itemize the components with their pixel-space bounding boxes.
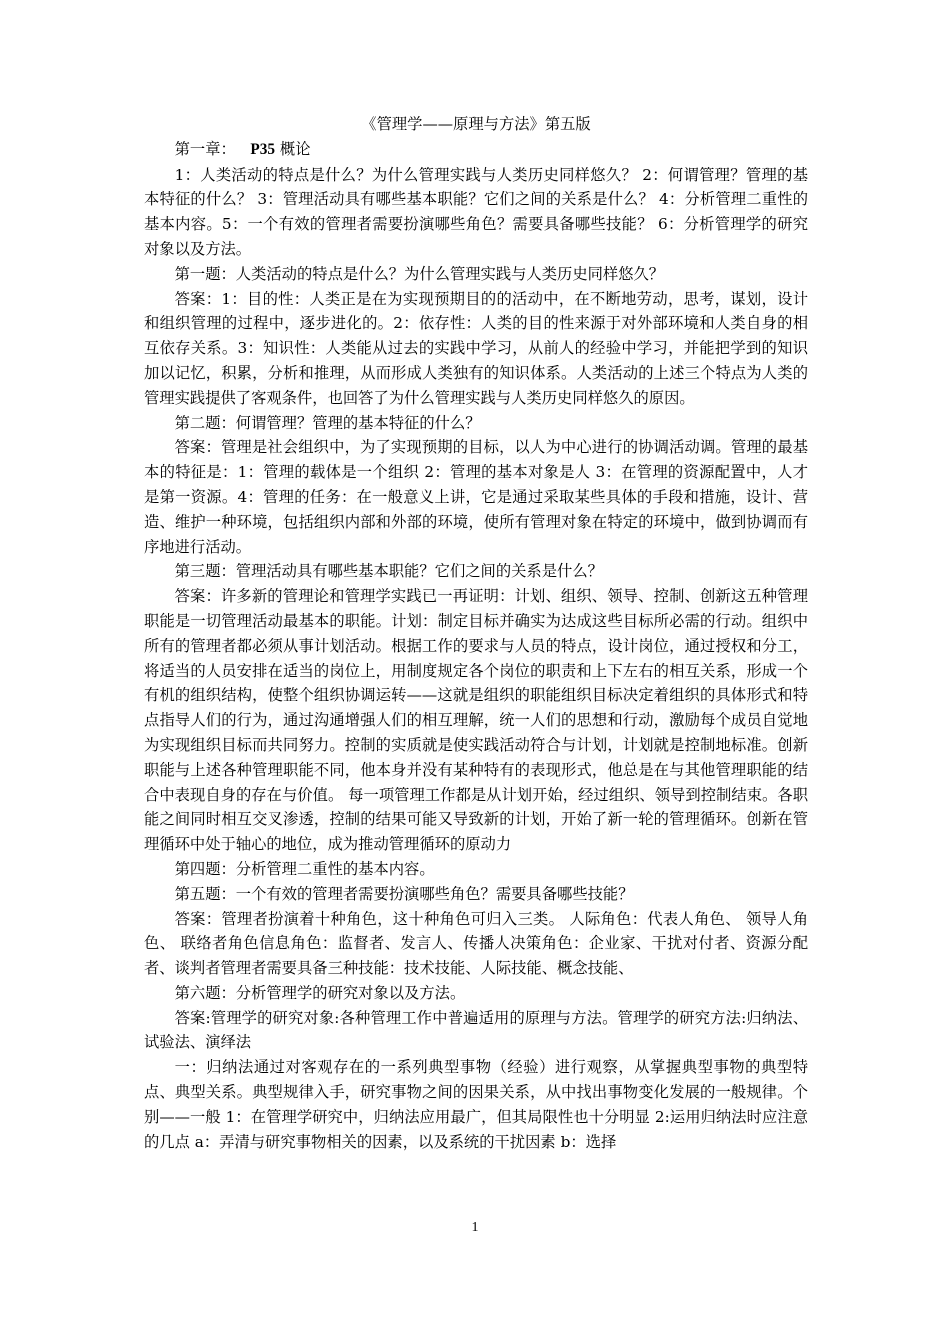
question-heading: 第四题：分析管理二重性的基本内容。 <box>174 859 435 878</box>
document-title: 《管理学——原理与方法》第五版 <box>361 115 591 133</box>
answer-paragraph: 答案：许多新的管理论和管理学实践已一再证明：计划、组织、领导、控制、创新这五种管理职能是一切管理活动最基本的职能。计划：制定目标并确实为达成这些目标所必需的行动。组织中所有的管理者都必须从事计划活动。根据工作的要求与人员的特点，设计岗位，通过授权和分工，将适当的人员安排在适当的岗位上，用制度规定各个岗位的职责和上下左右的相互关系，形成一个有机的组织结构，使整个组织协调运转——这就是组织的职能组织目标决定着组织的具体形式和特点指导人们的行为，通过沟通增强人们的相互理解，统一人们的思想和行动，激励每个成员自觉地为实现组织目标而共同努力。控制的实质就是使实践活动符合与计划，计划就是控制地标准。创新职能与上述各种管理职能不同，他本身并没有某种特有的表现形式，他总是在与其他管理职能的结合中表现自身的存在与价值。 每一项管理工作都是从计划开始，经过组织、领导到控制结束。各职能之间同时相互交叉渗透，控制的结果可能又导致新的计划，开始了新一轮的管理循环。创新在管理循环中处于轴心的地位，成为推动管理循环的原动力 <box>144 587 808 854</box>
paragraph: 1：人类活动的特点是什么？为什么管理实践与人类历史同样悠久？ 2：何谓管理？管理的基本特征的什么？ 3：管理活动具有哪些基本职能？它们之间的关系是什么？ 4：分析管理二重性的基本内容。5：一个有效的管理者需要扮演哪些角色？需要具备哪些技能？ 6：分析管理学的研究对象以及方法。 <box>144 165 808 258</box>
page-number: 1 <box>471 1220 479 1235</box>
question-heading: 第二题：何谓管理？管理的基本特征的什么？ <box>174 413 481 432</box>
answer-paragraph: 答案:管理学的研究对象:各种管理工作中普遍适用的原理与方法。管理学的研究方法:归纳法、试验法、演绎法 <box>144 1008 808 1052</box>
chapter-name: 概论 <box>279 139 311 158</box>
chapter-page-ref: P35 <box>250 140 276 158</box>
question-heading: 第五题：一个有效的管理者需要扮演哪些角色？需要具备哪些技能？ <box>174 884 634 903</box>
chapter-prefix: 第一章： <box>174 139 236 158</box>
answer-paragraph: 答案：管理者扮演着十种角色，这十种角色可归入三类。 人际角色：代表人角色、 领导人角色、 联络者角色信息角色：监督者、发言人、传播人决策角色：企业家、干扰对付者、资源分配者、谈判者管理者需要具备三种技能：技术技能、人际技能、概念技能、 <box>144 909 808 978</box>
chapter-heading <box>144 137 808 163</box>
answer-paragraph: 答案：1：目的性：人类正是在为实现预期目的的活动中，在不断地劳动，思考，谋划，设计和组织管理的过程中，逐步进化的。2：依存性：人类的目的性来源于对外部环境和人类自身的相互依存关系。3：知识性：人类能从过去的实践中学习，从前人的经验中学习，并能把学到的知识加以记忆，积累，分析和推理，从而形成人类独有的知识体系。人类活动的上述三个特点为人类的管理实践提供了客观条件，也回答了为什么管理实践与人类历史同样悠久的原因。 <box>144 289 808 407</box>
question-heading: 第一题：人类活动的特点是什么？为什么管理实践与人类历史同样悠久？ <box>174 264 665 283</box>
answer-paragraph: 答案：管理是社会组织中，为了实现预期的目标，以人为中心进行的协调活动调。管理的最基本的特征是：1：管理的载体是一个组织 2：管理的基本对象是人 3：在管理的资源配置中，人才是第一资源。4：管理的任务：在一般意义上讲，它是通过采取某些具体的手段和措施，设计、营造、维护一种环境，包括组织内部和外部的环境，使所有管理对象在特定的环境中，做到协调而有序地进行活动。 <box>144 438 808 556</box>
question-heading: 第三题：管理活动具有哪些基本职能？它们之间的关系是什么？ <box>174 562 603 581</box>
body-paragraph: 一：归纳法通过对客观存在的一系列典型事物（经验）进行观察，从掌握典型事物的典型特点、典型关系。典型规律入手，研究事物之间的因果关系，从中找出事物变化发展的一般规律。个别——一般 1：在管理学研究中，归纳法应用最广，但其局限性也十分明显 2:运用归纳法时应注意的几点 a：弄清与研究事物相关的因素，以及系统的干扰因素 b：选择 <box>144 1058 808 1151</box>
question-heading: 第六题：分析管理学的研究对象以及方法。 <box>174 983 466 1002</box>
document-body <box>144 112 808 1154</box>
